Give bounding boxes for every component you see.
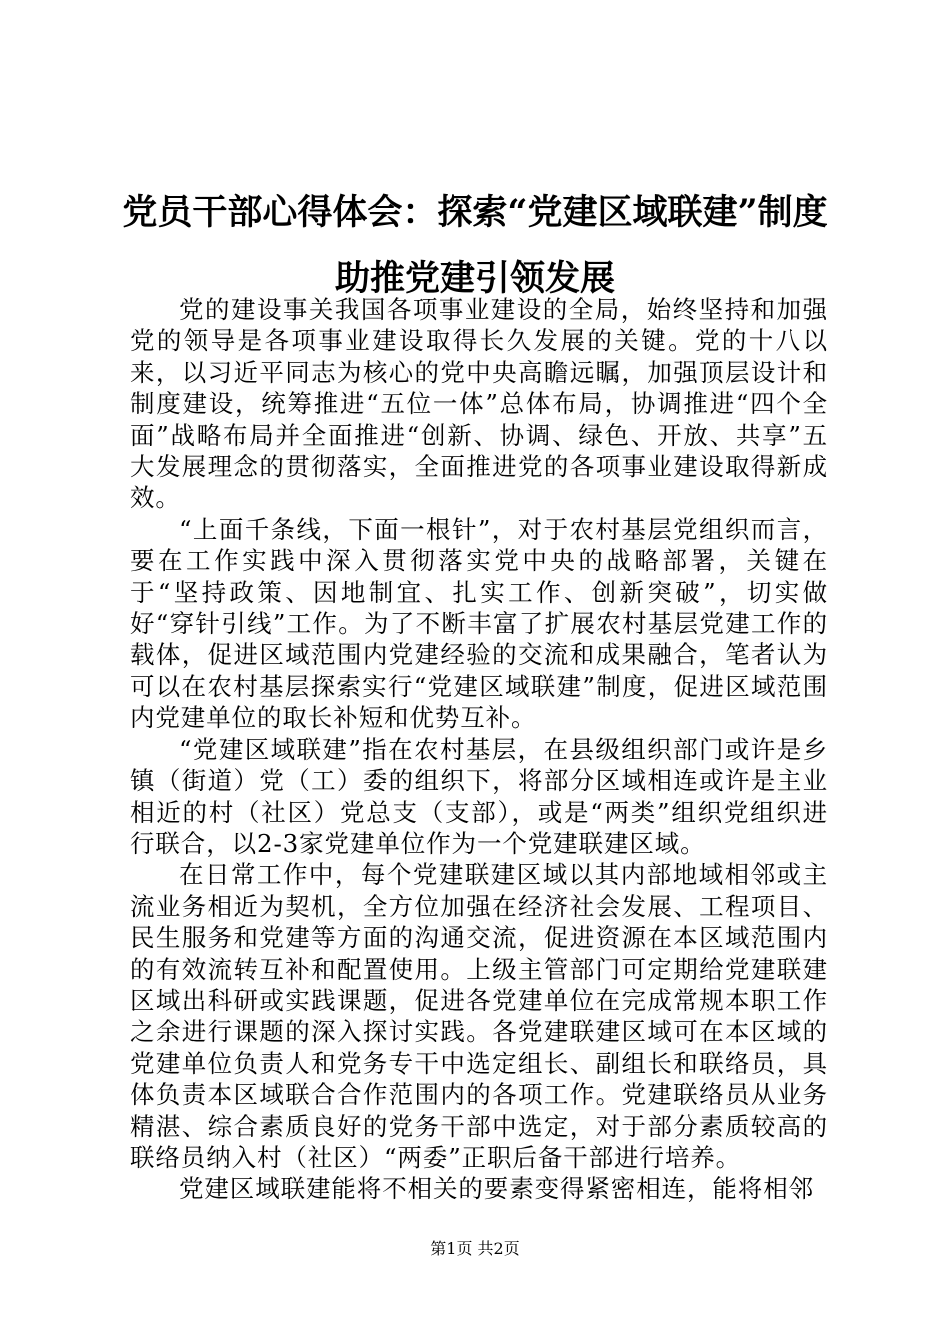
document-body xyxy=(130,294,828,1205)
paragraph-5: 党建区域联建能将不相关的要素变得紧密相连，能将相邻 xyxy=(179,1174,814,1204)
page-number-footer: 第1页 共2页 xyxy=(430,1239,520,1258)
document-title: 党员干部心得体会：探索“党建区域联建”制度助推党建引领发展 xyxy=(122,192,828,299)
paragraph-3: “党建区域联建”指在农村基层，在县级组织部门或许是乡镇（街道）党（工）委的组织下，将部分区域相连或许是主业相近的村（社区）党总支（支部），或是“两类”组织党组织进行联合，以2-3家党建单位作为一个党建联建区域。 xyxy=(130,734,828,858)
paragraph-4: 在日常工作中，每个党建联建区域以其内部地域相邻或主流业务相近为契机，全方位加强在经济社会发展、工程项目、民生服务和党建等方面的沟通交流，促进资源在本区域范围内的有效流转互补和配置使用。上级主管部门可定期给党建联建区域出科研或实践课题，促进各党建单位在完成常规本职工作之余进行课题的深入探讨实践。各党建联建区域可在本区域的党建单位负责人和党务专干中选定组长、副组长和联络员，具体负责本区域联合合作范围内的各项工作。党建联络员从业务精湛、综合素质良好的党务干部中选定，对于部分素质较高的联络员纳入村（社区）“两委”正职后备干部进行培养。 xyxy=(130,860,828,1172)
paragraph-2: “上面千条线，下面一根针”，对于农村基层党组织而言，要在工作实践中深入贯彻落实党中央的战略部署，关键在于“坚持政策、因地制宜、扎实工作、创新突破”，切实做好“穿针引线”工作。为了不断丰富了扩展农村基层党建工作的载体，促进区域范围内党建经验的交流和成果融合，笔者认为可以在农村基层探索实行“党建区域联建”制度，促进区域范围内党建单位的取长补短和优势互补。 xyxy=(130,514,828,733)
paragraph-1: 党的建设事关我国各项事业建设的全局，始终坚持和加强党的领导是各项事业建设取得长久发展的关键。党的十八以来，以习近平同志为核心的党中央高瞻远瞩，加强顶层设计和制度建设，统筹推进“五位一体”总体布局，协调推进“四个全面”战略布局并全面推进“创新、协调、绿色、开放、共享”五大发展理念的贯彻落实，全面推进党的各项事业建设取得新成效。 xyxy=(130,295,828,513)
